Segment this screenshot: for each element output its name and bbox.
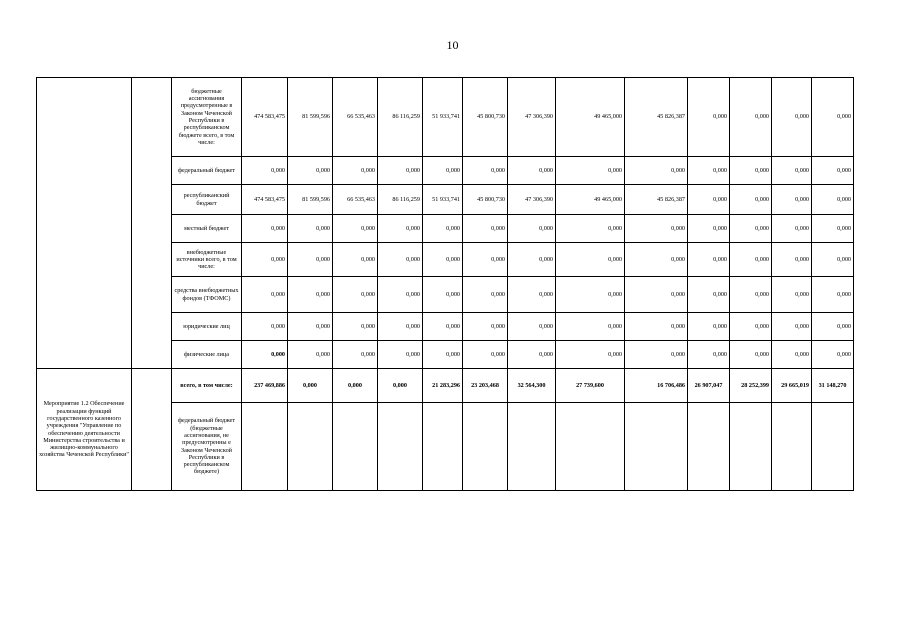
value-cell: 0,000 [242, 277, 288, 313]
funding-source: юридические лиц [172, 313, 242, 341]
value-cell: 0,000 [242, 341, 288, 369]
value-cell: 0,000 [463, 243, 508, 277]
value-cell: 0,000 [378, 157, 423, 185]
value-cell: 0,000 [730, 243, 772, 277]
value-cell: 0,000 [625, 313, 688, 341]
value-cell: 0,000 [772, 277, 812, 313]
value-cell: 0,000 [772, 78, 812, 157]
value-cell: 0,000 [772, 341, 812, 369]
value-cell: 0,000 [625, 243, 688, 277]
budget-table [36, 77, 854, 491]
value-cell: 49 465,000 [556, 185, 625, 215]
value-cell-empty [625, 403, 688, 491]
funding-source: федеральный бюджет [172, 157, 242, 185]
executor-cell-empty [132, 78, 172, 369]
value-cell: 32 564,300 [508, 369, 556, 403]
value-cell: 0,000 [688, 157, 730, 185]
value-cell: 0,000 [812, 215, 854, 243]
value-cell: 0,000 [556, 215, 625, 243]
value-cell: 86 116,259 [378, 185, 423, 215]
value-cell: 0,000 [508, 243, 556, 277]
funding-source: местный бюджет [172, 215, 242, 243]
value-cell: 0,000 [508, 313, 556, 341]
value-cell-empty [378, 403, 423, 491]
value-cell: 0,000 [463, 313, 508, 341]
value-cell: 0,000 [625, 341, 688, 369]
value-cell: 0,000 [812, 341, 854, 369]
value-cell: 0,000 [463, 157, 508, 185]
value-cell: 27 739,600 [556, 369, 625, 403]
value-cell: 0,000 [812, 313, 854, 341]
value-cell: 0,000 [242, 313, 288, 341]
value-cell: 0,000 [378, 277, 423, 313]
value-cell: 0,000 [288, 243, 333, 277]
value-cell: 45 826,387 [625, 78, 688, 157]
executor-cell-empty [132, 369, 172, 491]
value-cell: 0,000 [772, 157, 812, 185]
value-cell: 0,000 [508, 157, 556, 185]
value-cell-empty [423, 403, 463, 491]
value-cell: 26 907,047 [688, 369, 730, 403]
value-cell: 0,000 [288, 277, 333, 313]
value-cell: 0,000 [730, 277, 772, 313]
value-cell: 0,000 [688, 215, 730, 243]
value-cell: 0,000 [333, 157, 378, 185]
value-cell: 0,000 [288, 341, 333, 369]
value-cell: 0,000 [556, 313, 625, 341]
value-cell: 0,000 [812, 157, 854, 185]
measure-cell-empty [37, 78, 132, 369]
value-cell: 0,000 [812, 185, 854, 215]
value-cell: 0,000 [423, 313, 463, 341]
value-cell: 45 826,387 [625, 185, 688, 215]
value-cell: 0,000 [288, 313, 333, 341]
value-cell: 66 535,463 [333, 78, 378, 157]
value-cell: 51 933,741 [423, 78, 463, 157]
funding-source: физические лица [172, 341, 242, 369]
value-cell: 0,000 [333, 341, 378, 369]
value-cell: 0,000 [463, 277, 508, 313]
value-cell: 0,000 [772, 243, 812, 277]
value-cell: 474 583,475 [242, 78, 288, 157]
value-cell: 0,000 [288, 157, 333, 185]
value-cell: 474 583,475 [242, 185, 288, 215]
value-cell: 45 800,730 [463, 185, 508, 215]
value-cell: 0,000 [242, 215, 288, 243]
value-cell: 21 283,296 [423, 369, 463, 403]
value-cell: 0,000 [688, 313, 730, 341]
value-cell: 0,000 [333, 313, 378, 341]
value-cell: 0,000 [508, 341, 556, 369]
value-cell: 45 800,730 [463, 78, 508, 157]
value-cell: 31 148,270 [812, 369, 854, 403]
value-cell: 0,000 [242, 243, 288, 277]
value-cell: 0,000 [625, 215, 688, 243]
value-cell: 0,000 [730, 215, 772, 243]
value-cell: 28 252,399 [730, 369, 772, 403]
page-number: 10 [446, 38, 459, 52]
value-cell: 0,000 [688, 277, 730, 313]
value-cell: 0,000 [688, 78, 730, 157]
value-cell: 0,000 [556, 277, 625, 313]
funding-source: республиканский бюджет [172, 185, 242, 215]
value-cell: 0,000 [333, 369, 378, 403]
value-cell: 0,000 [730, 341, 772, 369]
value-cell: 0,000 [730, 157, 772, 185]
funding-source: федеральный бюджет (бюджетные ассигнования, не предусмотренны е Законом Чеченской Республики в республиканском бюджете) [172, 403, 242, 491]
value-cell: 0,000 [333, 243, 378, 277]
funding-source: бюджетные ассигнования предусмотренные в Законом Чеченской Республики в республиканском бюджете всего, в том числе: [172, 78, 242, 157]
value-cell: 0,000 [378, 215, 423, 243]
value-cell: 0,000 [378, 369, 423, 403]
value-cell: 47 306,390 [508, 185, 556, 215]
value-cell: 81 599,596 [288, 185, 333, 215]
value-cell-empty [242, 403, 288, 491]
value-cell: 0,000 [463, 341, 508, 369]
value-cell: 0,000 [812, 243, 854, 277]
value-cell: 0,000 [772, 185, 812, 215]
value-cell: 0,000 [625, 277, 688, 313]
value-cell: 0,000 [463, 215, 508, 243]
value-cell: 0,000 [333, 215, 378, 243]
funding-source-total: всего, в том числе: [172, 369, 242, 403]
value-cell: 0,000 [812, 277, 854, 313]
value-cell: 0,000 [423, 243, 463, 277]
value-cell: 0,000 [508, 277, 556, 313]
value-cell: 0,000 [772, 313, 812, 341]
value-cell: 0,000 [730, 185, 772, 215]
value-cell-empty [772, 403, 812, 491]
value-cell: 0,000 [772, 215, 812, 243]
value-cell: 0,000 [688, 341, 730, 369]
funding-source: внебюджетные источники всего, в том числе: [172, 243, 242, 277]
value-cell: 0,000 [556, 341, 625, 369]
value-cell: 0,000 [423, 341, 463, 369]
value-cell: 47 306,390 [508, 78, 556, 157]
value-cell: 0,000 [556, 157, 625, 185]
value-cell: 0,000 [378, 243, 423, 277]
value-cell: 81 599,596 [288, 78, 333, 157]
value-cell: 86 116,259 [378, 78, 423, 157]
table-row [37, 369, 854, 403]
value-cell: 51 933,741 [423, 185, 463, 215]
value-cell: 0,000 [556, 243, 625, 277]
value-cell: 0,000 [378, 313, 423, 341]
value-cell: 0,000 [288, 369, 333, 403]
value-cell: 0,000 [688, 243, 730, 277]
measure-title: Мероприятие 1.2 Обеспечение реализации функций государственного казенного учреждения "Управление по обеспечению деятельности Министерства строительства и жилищно-коммунального хозяйства Чеченской Республики" [37, 369, 132, 491]
value-cell-empty [508, 403, 556, 491]
value-cell: 0,000 [688, 185, 730, 215]
value-cell: 0,000 [423, 157, 463, 185]
value-cell-empty [730, 403, 772, 491]
value-cell: 237 469,886 [242, 369, 288, 403]
value-cell-empty [333, 403, 378, 491]
value-cell: 0,000 [730, 78, 772, 157]
value-cell: 29 665,019 [772, 369, 812, 403]
value-cell: 0,000 [423, 215, 463, 243]
value-cell: 23 203,468 [463, 369, 508, 403]
value-cell: 0,000 [333, 277, 378, 313]
value-cell-empty [812, 403, 854, 491]
funding-source: средства внебюджетных фондов (ТФОМС) [172, 277, 242, 313]
value-cell: 0,000 [730, 313, 772, 341]
value-cell: 0,000 [508, 215, 556, 243]
value-cell-empty [556, 403, 625, 491]
value-cell: 66 535,463 [333, 185, 378, 215]
value-cell: 0,000 [378, 341, 423, 369]
value-cell: 0,000 [242, 157, 288, 185]
value-cell: 0,000 [625, 157, 688, 185]
value-cell: 16 706,486 [625, 369, 688, 403]
value-cell: 0,000 [812, 78, 854, 157]
value-cell: 49 465,000 [556, 78, 625, 157]
table-row [37, 78, 854, 157]
value-cell-empty [288, 403, 333, 491]
value-cell: 0,000 [288, 215, 333, 243]
value-cell: 0,000 [423, 277, 463, 313]
value-cell-empty [463, 403, 508, 491]
value-cell-empty [688, 403, 730, 491]
